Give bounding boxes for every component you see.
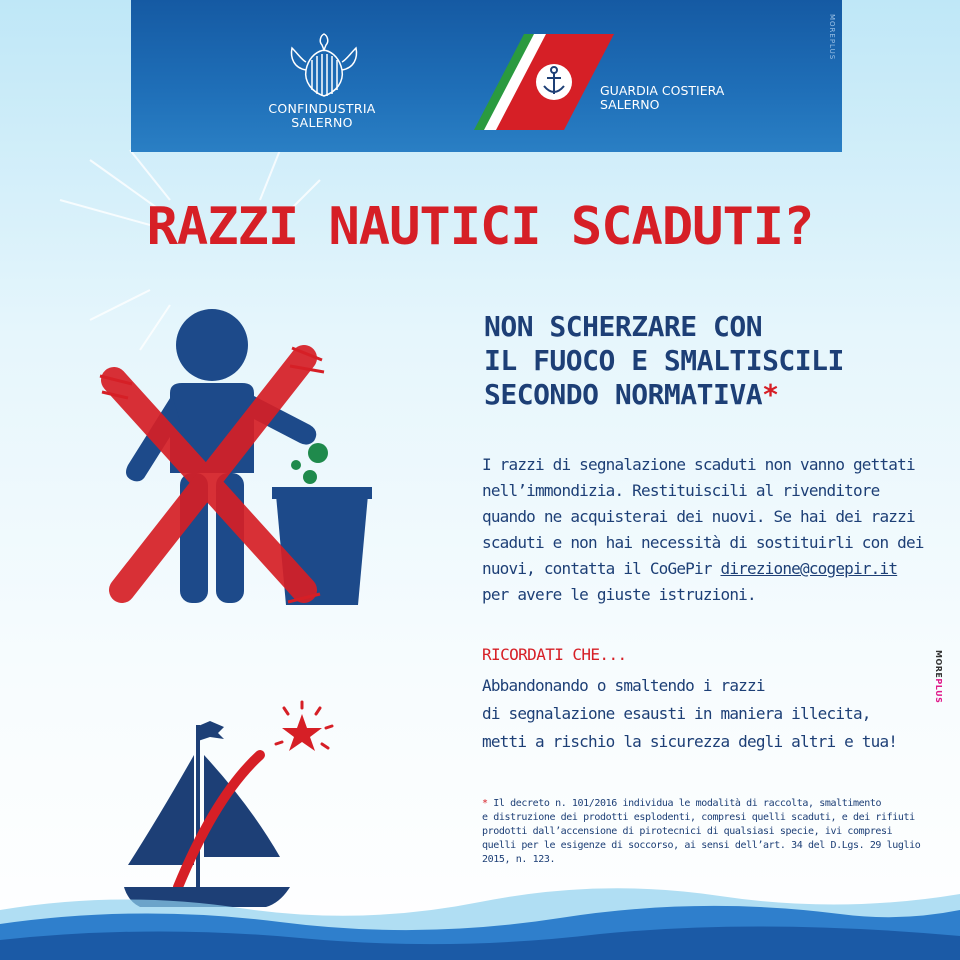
side-brand-more: MORE <box>934 650 943 679</box>
flare-star-icon <box>262 700 342 770</box>
confindustria-eagle-icon <box>284 30 364 100</box>
side-brand-plus: PLUS <box>934 678 943 704</box>
red-x-icon <box>92 340 332 610</box>
wave-icon <box>0 840 960 960</box>
side-brand <box>934 650 943 703</box>
guardia-name: GUARDIA COSTIERA <box>600 83 725 98</box>
subtitle-line-1: NON SCHERZARE CON <box>484 310 763 343</box>
body-line: nell’immondizia. Restituiscili al rivenditore <box>482 481 880 500</box>
body-paragraph <box>482 452 932 608</box>
subtitle-line-2: IL FUOCO E SMALTISCILI <box>484 344 844 377</box>
email-link[interactable]: direzione@cogepir.it <box>720 559 898 578</box>
page-title: RAZZI NAUTICI SCADUTI? <box>146 197 814 257</box>
subtitle <box>484 310 904 412</box>
footnote-line: Il decreto n. 101/2016 individua le modalità di raccolta, smaltimento <box>487 798 882 809</box>
footnote-asterisk: * <box>482 798 488 809</box>
subtitle-asterisk: * <box>762 378 779 411</box>
remember-line: metti a rischio la sicurezza degli altri e tua! <box>482 732 898 751</box>
body-line: nuovi, contatta il CoGePir <box>482 559 721 578</box>
confindustria-city: SALERNO <box>291 115 353 130</box>
body-line: I razzi di segnalazione scaduti non vanno gettati <box>482 455 915 474</box>
body-line: per avere le giuste istruzioni. <box>482 585 756 604</box>
guardia-costiera-logo <box>600 84 724 112</box>
body-line: quando ne acquisterai dei nuovi. Se hai dei razzi <box>482 507 915 526</box>
remember-line: di segnalazione esausti in maniera illecita, <box>482 704 871 723</box>
coast-guard-anchor-icon <box>472 32 622 132</box>
remember-line: Abbandonando o smaltendo i razzi <box>482 676 765 695</box>
remember-heading: RICORDATI CHE... <box>482 645 627 664</box>
header-credit: MOREPLUS <box>828 14 836 61</box>
confindustria-logo <box>262 102 382 130</box>
footnote-line: prodotti dall’accensione di pirotecnici di qualsiasi specie, ivi compresi <box>482 826 893 837</box>
confindustria-name: CONFINDUSTRIA <box>268 101 376 116</box>
body-line: scaduti e non hai necessità di sostituirli con dei <box>482 533 924 552</box>
footnote-line: e distruzione dei prodotti esplodenti, compresi quelli scaduti, e dei rifiuti <box>482 812 915 823</box>
guardia-city: SALERNO <box>600 97 660 112</box>
subtitle-line-3: SECONDO NORMATIVA <box>484 378 763 411</box>
footnote-line: 2015, n. 123. <box>482 854 556 865</box>
footnote-line: quelli per le esigenze di soccorso, ai sensi dell’art. 34 del D.Lgs. 29 luglio <box>482 840 921 851</box>
remember-paragraph <box>482 672 942 756</box>
